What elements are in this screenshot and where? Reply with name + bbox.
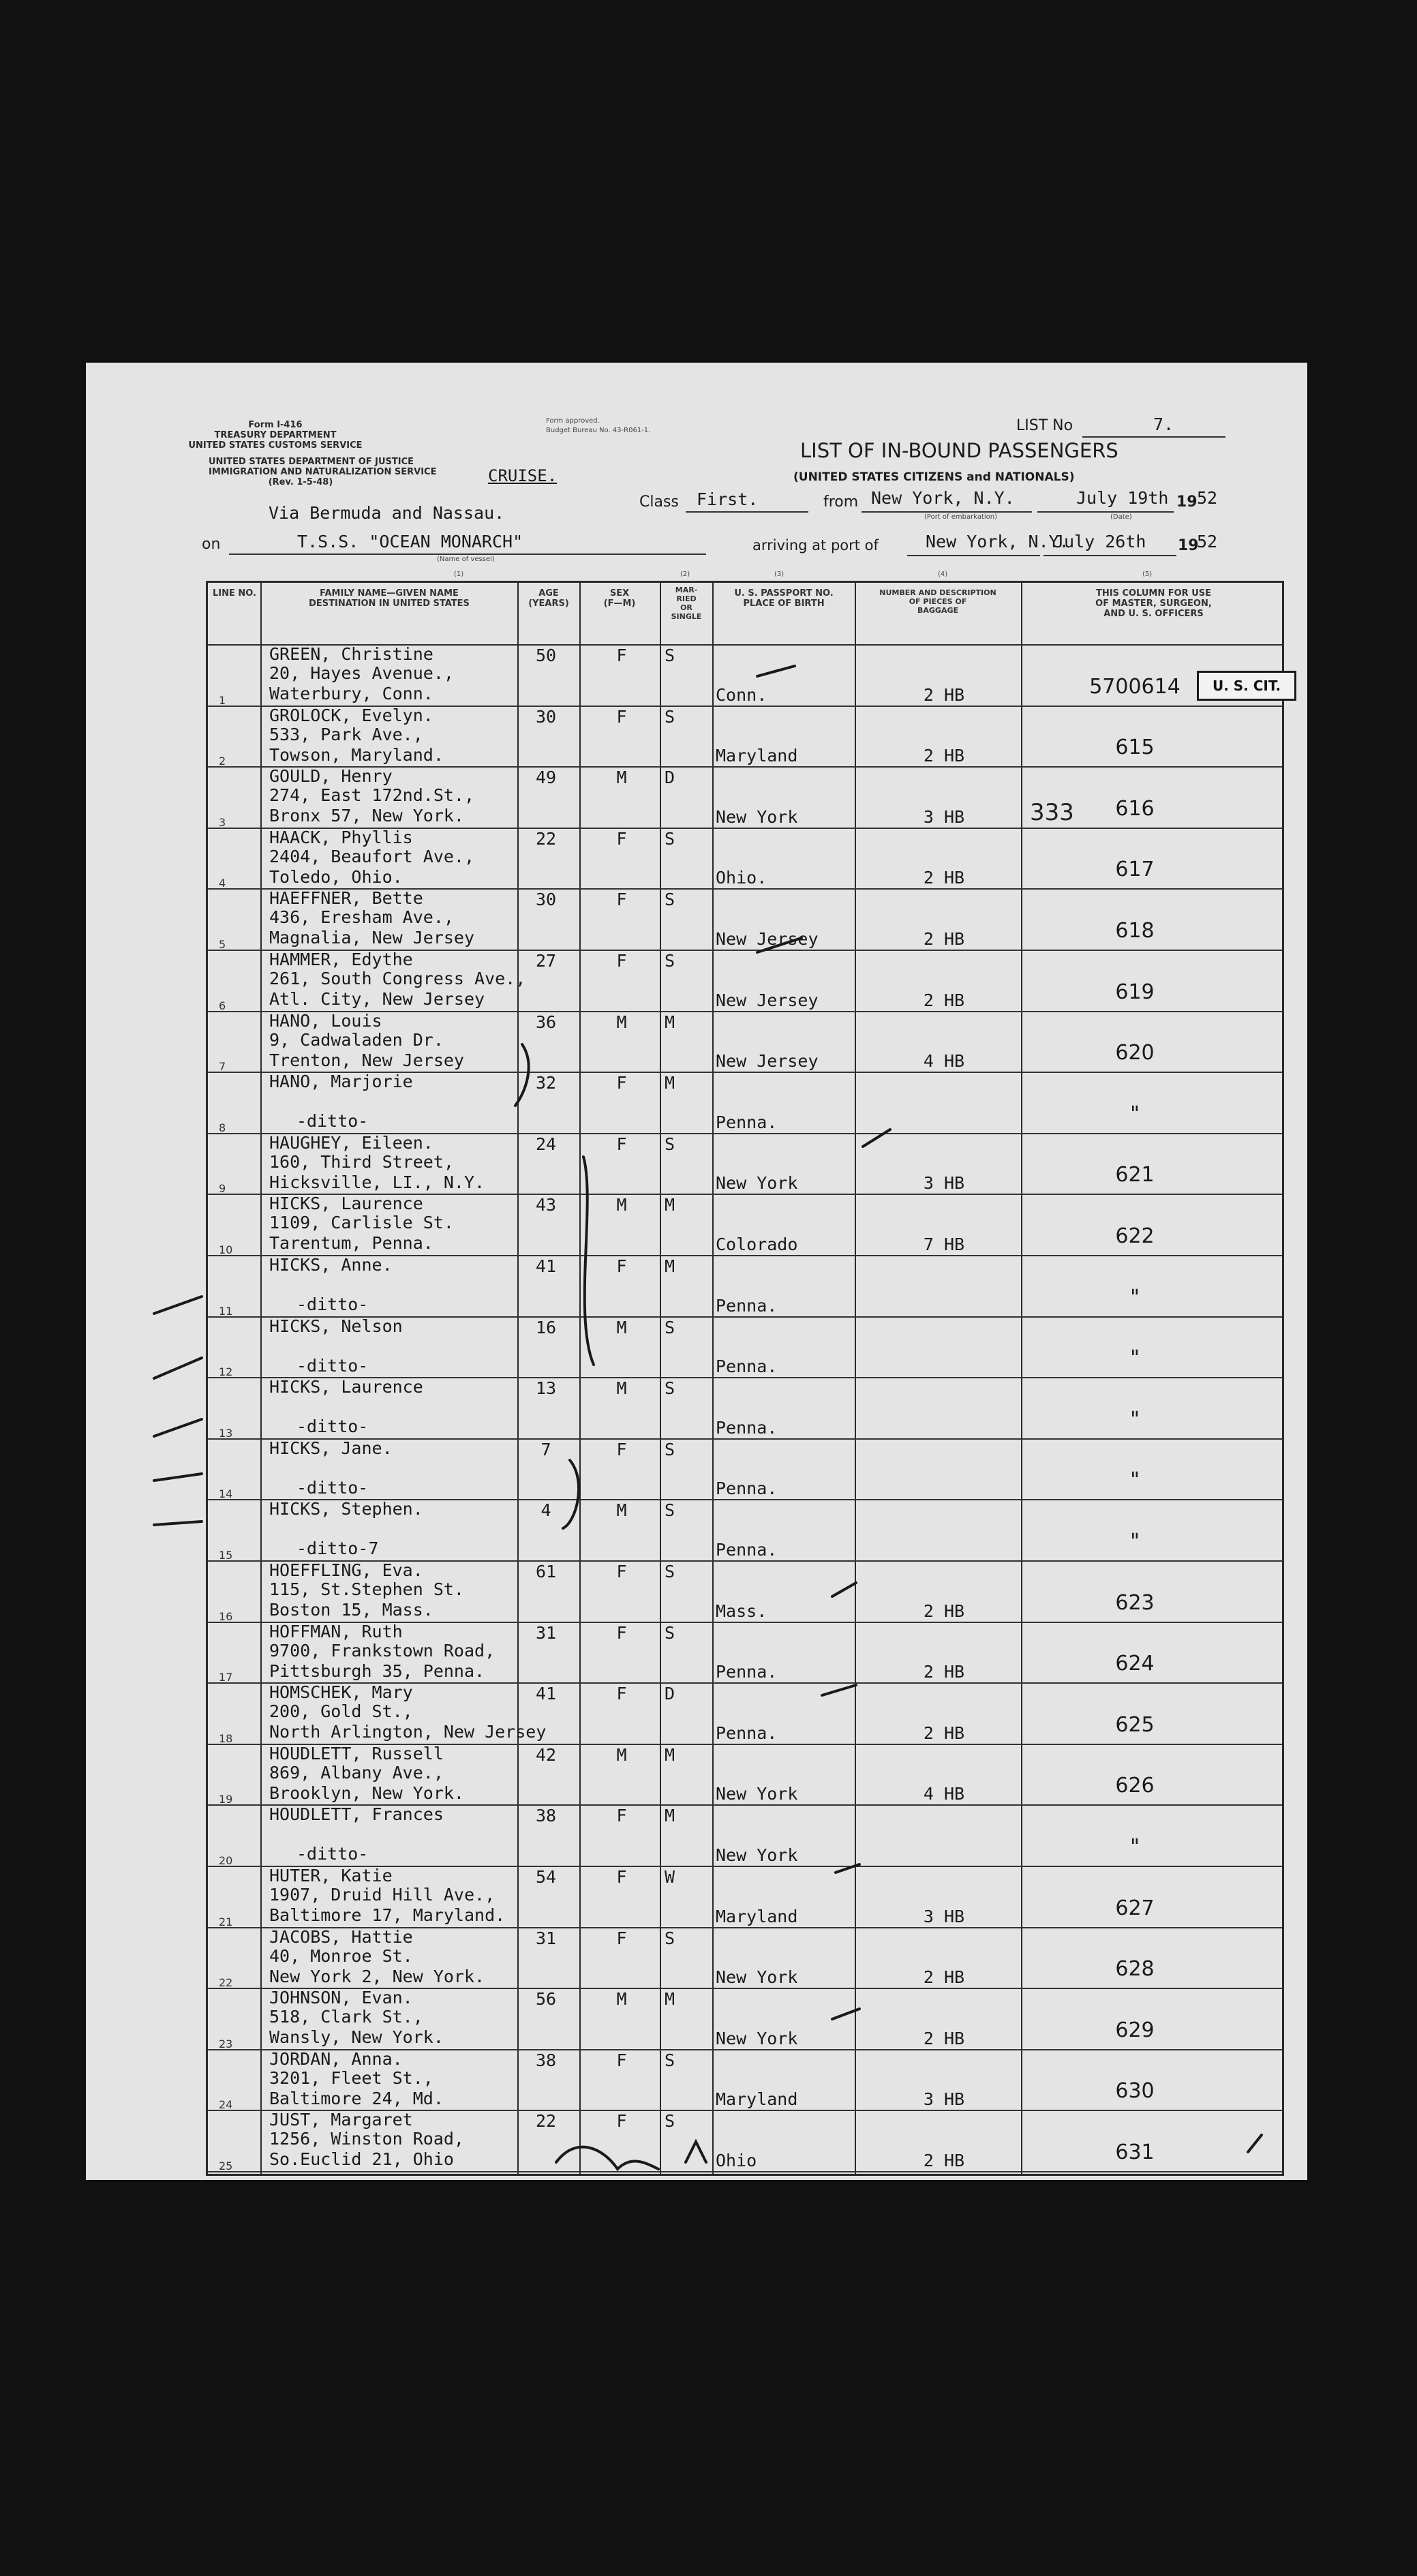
line-number: 19 <box>219 1793 233 1806</box>
passenger-name: HOEFFLING, Eva. <box>269 1560 423 1580</box>
address-line-1: 160, Third Street, <box>269 1151 454 1172</box>
address-line-1: 200, Gold St., <box>269 1701 413 1722</box>
passenger-sex: M <box>616 1989 627 2010</box>
passenger-name: GROLOCK, Evelyn. <box>269 705 433 725</box>
address-line-1: 20, Hayes Avenue., <box>269 663 454 683</box>
ins-name: IMMIGRATION AND NATURALIZATION SERVICE <box>209 467 437 477</box>
passenger-age: 36 <box>535 1012 557 1032</box>
passenger-age: 56 <box>535 1989 557 2010</box>
line-number: 13 <box>219 1426 233 1440</box>
port-of-embarkation: New York, N.Y. <box>871 488 1015 508</box>
marital-status: S <box>665 2111 675 2132</box>
passenger-age: 32 <box>535 1073 557 1093</box>
line-number: 3 <box>219 815 226 829</box>
passenger-sex: F <box>616 890 627 910</box>
passenger-age: 27 <box>535 951 557 971</box>
baggage: 3 HB <box>923 806 965 827</box>
marital-status: M <box>665 1256 675 1276</box>
address-line-2: -ditto- <box>296 1355 369 1376</box>
place-of-birth: Ohio. <box>716 868 767 888</box>
officer-number: " <box>1130 1529 1140 1554</box>
place-of-birth: New York <box>716 2028 798 2048</box>
address-line-1: 2404, Beaufort Ave., <box>269 846 475 866</box>
passenger-name: HOFFMAN, Ruth <box>269 1621 403 1641</box>
passenger-sex: M <box>616 1378 627 1399</box>
address-line-1: 9, Cadwaladen Dr. <box>269 1029 444 1050</box>
header-passport: U. S. PASSPORT NO. PLACE OF BIRTH <box>734 588 834 609</box>
address-line-1: 40, Monroe St. <box>269 1945 413 1966</box>
place-of-birth: Mass. <box>716 1601 767 1621</box>
address-line-2: Waterbury, Conn. <box>269 684 433 703</box>
passenger-name: HUTER, Katie <box>269 1866 393 1885</box>
officer-number: 617 <box>1115 858 1155 882</box>
marital-status: S <box>665 1317 675 1337</box>
passenger-name: HICKS, Laurence <box>269 1194 423 1214</box>
place-of-birth: Colorado <box>716 1234 798 1254</box>
baggage: 2 HB <box>923 868 965 888</box>
address-line-2: -ditto- <box>296 1111 369 1132</box>
passenger-sex: F <box>616 1439 627 1459</box>
place-of-birth: New Jersey <box>716 928 819 949</box>
baggage: 3 HB <box>923 2089 965 2110</box>
officer-number: " <box>1130 1285 1140 1309</box>
address-line-1: 1109, Carlisle St. <box>269 1213 454 1233</box>
passenger-age: 38 <box>535 1806 557 1826</box>
address-line-2: -ditto- <box>296 1416 369 1437</box>
address-line-1: 261, South Congress Ave., <box>269 969 526 988</box>
address-line-1: 869, Albany Ave., <box>269 1762 444 1783</box>
place-of-birth: Ohio <box>716 2150 757 2170</box>
address-line-1: 436, Eresham Ave., <box>269 907 454 928</box>
baggage: 2 HB <box>923 1723 965 1743</box>
marital-status: S <box>665 646 675 665</box>
line-number: 16 <box>219 1609 233 1623</box>
address-line-2: Toledo, Ohio. <box>269 866 403 887</box>
passenger-sex: M <box>616 1317 627 1337</box>
customs-service: UNITED STATES CUSTOMS SERVICE <box>188 440 363 451</box>
arriving-label: arriving at port of <box>752 537 879 554</box>
passenger-sex: F <box>616 1562 627 1581</box>
marital-status: S <box>665 828 675 849</box>
place-of-birth: New York <box>716 1967 798 1988</box>
line-number: 5 <box>219 937 226 951</box>
address-line-1: 274, East 172nd.St., <box>269 785 475 806</box>
passenger-age: 42 <box>535 1744 557 1765</box>
form-number: Form I-416 <box>248 420 303 430</box>
address-line-2: Hicksville, LI., N.Y. <box>269 1172 485 1192</box>
address-line-2: Baltimore 24, Md. <box>269 2088 444 2108</box>
passenger-age: 50 <box>535 646 557 665</box>
officer-number: 623 <box>1115 1590 1155 1615</box>
column-number-1: (1) <box>454 571 464 578</box>
passenger-sex: M <box>616 1195 627 1215</box>
passenger-sex: F <box>616 828 627 849</box>
line-number: 20 <box>219 1853 233 1867</box>
passenger-sex: F <box>616 2050 627 2070</box>
address-line-2: -ditto- <box>296 1294 369 1314</box>
baggage: 2 HB <box>923 2150 965 2170</box>
baggage: 2 HB <box>923 928 965 949</box>
address-line-2: Brooklyn, New York. <box>269 1783 464 1803</box>
marital-status: S <box>665 1928 675 1948</box>
officer-number: 620 <box>1115 1041 1155 1065</box>
marital-status: D <box>665 768 675 788</box>
us-citizen-stamp: U. S. CIT. <box>1197 671 1296 701</box>
marital-status: M <box>665 1012 675 1032</box>
officer-number: 5700614 <box>1089 674 1180 699</box>
marital-status: S <box>665 1562 675 1581</box>
passenger-age: 22 <box>535 828 557 849</box>
marital-status: S <box>665 1134 675 1154</box>
passenger-name: HICKS, Nelson <box>269 1316 403 1336</box>
line-number: 18 <box>219 1731 233 1745</box>
baggage: 2 HB <box>923 1662 965 1682</box>
passenger-age: 41 <box>535 1684 557 1704</box>
baggage: 7 HB <box>923 1234 965 1254</box>
officer-number: 622 <box>1115 1224 1155 1248</box>
arrival-year-prefix: 19 <box>1178 537 1199 554</box>
place-of-birth: New Jersey <box>716 990 819 1010</box>
officer-number: 624 <box>1115 1652 1155 1676</box>
line-number: 17 <box>219 1671 233 1684</box>
passenger-sex: F <box>616 2111 627 2132</box>
passenger-name: JUST, Margaret <box>269 2110 413 2130</box>
place-of-birth: Maryland <box>716 2089 798 2110</box>
baggage: 3 HB <box>923 1906 965 1926</box>
address-line-2: Trenton, New Jersey <box>269 1050 464 1070</box>
address-line-2: Atl. City, New Jersey <box>269 989 485 1009</box>
header-baggage: NUMBER AND DESCRIPTION OF PIECES OF BAGGAGE <box>879 588 996 615</box>
budget-bureau-note: Budget Bureau No. 43-R061-1. <box>546 427 651 434</box>
address-line-2: Pittsburgh 35, Penna. <box>269 1661 485 1681</box>
column-number-3: (3) <box>774 571 784 578</box>
marital-status: S <box>665 1622 675 1643</box>
passenger-age: 16 <box>535 1317 557 1337</box>
passenger-sex: M <box>616 1012 627 1032</box>
passenger-name: HAACK, Phyllis <box>269 827 413 847</box>
vessel-caption: (Name of vessel) <box>437 556 495 563</box>
baggage: 4 HB <box>923 1784 965 1804</box>
baggage: 2 HB <box>923 990 965 1010</box>
document-subtitle: (UNITED STATES CITIZENS and NATIONALS) <box>793 470 1075 484</box>
address-line-2: -ditto- <box>296 1477 369 1498</box>
class-value: First. <box>697 489 759 509</box>
header-name: FAMILY NAME—GIVEN NAME DESTINATION IN UNITED STATES <box>309 588 470 609</box>
passenger-age: 22 <box>535 2111 557 2132</box>
officer-number: 619 <box>1115 980 1155 1004</box>
baggage: 2 HB <box>923 2028 965 2048</box>
passenger-age: 13 <box>535 1378 557 1399</box>
column-number-4: (4) <box>938 571 948 578</box>
passenger-sex: F <box>616 1622 627 1643</box>
marital-status: M <box>665 1195 675 1215</box>
line-number: 23 <box>219 2037 233 2050</box>
passenger-name: HANO, Louis <box>269 1010 382 1031</box>
officer-number: 626 <box>1115 1774 1155 1798</box>
line-number: 8 <box>219 1121 226 1134</box>
officer-number: 616 <box>1115 796 1155 821</box>
column-number-5: (5) <box>1142 571 1153 578</box>
officer-number: 629 <box>1115 2018 1155 2042</box>
arrival-year: 52 <box>1197 532 1218 551</box>
address-line-2: Wansly, New York. <box>269 2027 444 2048</box>
marital-status: S <box>665 1500 675 1521</box>
arrival-date: July 26th <box>1054 532 1146 551</box>
marital-status: W <box>665 1867 675 1887</box>
header-officers: THIS COLUMN FOR USE OF MASTER, SURGEON, AND U. S. OFFICERS <box>1095 588 1212 619</box>
passenger-name: HAEFFNER, Bette <box>269 888 423 909</box>
officer-number: 627 <box>1115 1896 1155 1920</box>
passenger-sex: F <box>616 1073 627 1093</box>
place-of-birth: New York <box>716 1784 798 1804</box>
passenger-age: 61 <box>535 1562 557 1581</box>
handwritten-333: 333 <box>1030 799 1074 826</box>
baggage: 4 HB <box>923 1051 965 1072</box>
address-line-2: Boston 15, Mass. <box>269 1600 433 1620</box>
passenger-age: 41 <box>535 1256 557 1276</box>
officer-number: " <box>1130 1407 1140 1431</box>
address-line-1: 3201, Fleet St., <box>269 2067 433 2088</box>
address-line-2: New York 2, New York. <box>269 1966 485 1986</box>
baggage: 2 HB <box>923 1601 965 1621</box>
address-line-1: 1256, Winston Road, <box>269 2129 464 2149</box>
line-number: 11 <box>219 1304 233 1318</box>
place-of-birth: Penna. <box>716 1417 778 1438</box>
marital-status: S <box>665 2050 675 2070</box>
passenger-name: JOHNSON, Evan. <box>269 1988 413 2008</box>
place-of-birth: New York <box>716 806 798 827</box>
line-number: 9 <box>219 1182 226 1196</box>
passenger-sex: F <box>616 1867 627 1887</box>
address-line-2: Baltimore 17, Maryland. <box>269 1905 506 1925</box>
passenger-name: HANO, Marjorie <box>269 1072 413 1092</box>
passenger-sex: F <box>616 646 627 665</box>
address-line-1: 115, St.Stephen St. <box>269 1579 464 1599</box>
line-number: 21 <box>219 1915 233 1928</box>
officer-number: " <box>1130 1102 1140 1126</box>
line-number: 12 <box>219 1365 233 1379</box>
document-title: LIST OF IN-BOUND PASSENGERS <box>800 439 1118 462</box>
baggage: 2 HB <box>923 746 965 766</box>
form-revision: (Rev. 1-5-48) <box>268 477 333 487</box>
marital-status: M <box>665 1989 675 2010</box>
marital-status: M <box>665 1806 675 1826</box>
passenger-age: 24 <box>535 1134 557 1154</box>
passenger-age: 49 <box>535 768 557 788</box>
place-of-birth: New York <box>716 1845 798 1865</box>
pen-annotations <box>86 363 1307 2180</box>
place-of-birth: Maryland <box>716 746 798 766</box>
passenger-name: HICKS, Jane. <box>269 1438 393 1458</box>
officer-number: 615 <box>1115 736 1155 760</box>
passenger-sex: F <box>616 1806 627 1826</box>
marital-status: S <box>665 890 675 910</box>
passenger-name: GREEN, Christine <box>269 644 433 664</box>
passenger-name: HOMSCHEK, Mary <box>269 1682 413 1703</box>
passenger-name: GOULD, Henry <box>269 766 393 787</box>
passenger-sex: F <box>616 951 627 971</box>
address-line-2: North Arlington, New Jersey <box>269 1722 547 1742</box>
address-line-1: 533, Park Ave., <box>269 724 423 744</box>
passenger-manifest-page <box>86 363 1307 2180</box>
address-line-2: Magnalia, New Jersey <box>269 928 475 948</box>
line-number: 7 <box>219 1060 226 1074</box>
passenger-age: 31 <box>535 1928 557 1948</box>
place-of-birth: Maryland <box>716 1906 798 1926</box>
line-number: 6 <box>219 999 226 1012</box>
passenger-age: 54 <box>535 1867 557 1887</box>
baggage: 2 HB <box>923 1967 965 1988</box>
address-line-1: 9700, Frankstown Road, <box>269 1640 496 1661</box>
passenger-age: 38 <box>535 2050 557 2070</box>
officer-number: " <box>1130 1346 1140 1371</box>
marital-status: M <box>665 1744 675 1765</box>
address-line-2: Bronx 57, New York. <box>269 806 464 826</box>
passenger-age: 30 <box>535 890 557 910</box>
officer-number: 618 <box>1115 918 1155 943</box>
passenger-sex: M <box>616 1500 627 1521</box>
departure-year: 52 <box>1197 488 1218 508</box>
place-of-birth: Conn. <box>716 684 767 705</box>
line-number: 25 <box>219 2159 233 2172</box>
passenger-sex: F <box>616 1928 627 1948</box>
line-number: 15 <box>219 1548 233 1562</box>
place-of-birth: Penna. <box>716 1662 778 1682</box>
passenger-sex: M <box>616 768 627 788</box>
arrival-port: New York, N.Y. <box>926 532 1069 551</box>
marital-status: S <box>665 706 675 727</box>
department-name: TREASURY DEPARTMENT <box>214 430 337 440</box>
list-number: 7. <box>1153 414 1174 434</box>
header-sex: SEX (F—M) <box>603 588 636 609</box>
baggage: 2 HB <box>923 684 965 705</box>
from-label: from <box>823 494 859 511</box>
class-label: Class <box>639 494 679 511</box>
route-via: Via Bermuda and Nassau. <box>269 503 505 523</box>
line-number: 14 <box>219 1487 233 1501</box>
passenger-name: HOUDLETT, Frances <box>269 1804 444 1825</box>
line-number: 1 <box>219 693 226 707</box>
line-number: 4 <box>219 877 226 890</box>
column-number-2: (2) <box>680 571 690 578</box>
passenger-age: 31 <box>535 1622 557 1643</box>
place-of-birth: Penna. <box>716 1112 778 1132</box>
baggage: 3 HB <box>923 1173 965 1194</box>
passenger-age: 7 <box>540 1439 551 1459</box>
line-number: 24 <box>219 2098 233 2112</box>
passenger-sex: F <box>616 1134 627 1154</box>
marital-status: D <box>665 1684 675 1704</box>
passenger-sex: F <box>616 706 627 727</box>
place-of-birth: Penna. <box>716 1479 778 1499</box>
passenger-sex: F <box>616 1256 627 1276</box>
line-number: 10 <box>219 1243 233 1256</box>
address-line-2: Tarentum, Penna. <box>269 1233 433 1254</box>
passenger-name: HICKS, Anne. <box>269 1255 393 1275</box>
passenger-name: HAUGHEY, Eileen. <box>269 1132 433 1153</box>
vessel-name: T.S.S. "OCEAN MONARCH" <box>297 532 523 551</box>
header-married: MAR- RIED OR SINGLE <box>671 586 702 621</box>
passenger-sex: M <box>616 1744 627 1765</box>
header-age: AGE (YEARS) <box>528 588 569 609</box>
address-line-2: -ditto- <box>296 1844 369 1864</box>
cruise-label: CRUISE. <box>488 466 558 485</box>
port-caption: (Port of embarkation) <box>924 513 998 521</box>
passenger-age: 43 <box>535 1195 557 1215</box>
address-line-2: Towson, Maryland. <box>269 744 444 765</box>
passenger-name: HICKS, Laurence <box>269 1377 423 1397</box>
address-line-2: So.Euclid 21, Ohio <box>269 2149 454 2170</box>
passenger-age: 30 <box>535 706 557 727</box>
place-of-birth: New Jersey <box>716 1051 819 1072</box>
passenger-name: HAMMER, Edythe <box>269 950 413 969</box>
place-of-birth: Penna. <box>716 1357 778 1377</box>
passenger-name: JACOBS, Hattie <box>269 1926 413 1947</box>
officer-number: 628 <box>1115 1957 1155 1982</box>
place-of-birth: Penna. <box>716 1295 778 1316</box>
line-number: 2 <box>219 755 226 768</box>
header-line-no: LINE NO. <box>213 588 256 598</box>
address-line-2: -ditto-7 <box>296 1539 379 1559</box>
officer-number: 631 <box>1115 2140 1155 2164</box>
passenger-name: HICKS, Stephen. <box>269 1499 423 1519</box>
officer-number: 621 <box>1115 1163 1155 1187</box>
officer-number: 625 <box>1115 1712 1155 1737</box>
place-of-birth: Penna. <box>716 1539 778 1560</box>
address-line-1: 1907, Druid Hill Ave., <box>269 1885 496 1905</box>
passenger-age: 4 <box>540 1500 551 1521</box>
officer-number: 630 <box>1115 2079 1155 2104</box>
passenger-name: HOUDLETT, Russell <box>269 1743 444 1763</box>
passenger-name: JORDAN, Anna. <box>269 2048 403 2069</box>
list-number-label: LIST No <box>1016 417 1073 434</box>
place-of-birth: Penna. <box>716 1723 778 1743</box>
line-number: 22 <box>219 1976 233 1990</box>
marital-status: S <box>665 951 675 971</box>
marital-status: M <box>665 1073 675 1093</box>
marital-status: S <box>665 1378 675 1399</box>
on-label: on <box>202 536 221 553</box>
passenger-sex: F <box>616 1684 627 1704</box>
justice-department: UNITED STATES DEPARTMENT OF JUSTICE <box>209 457 414 467</box>
approval-note: Form approved. <box>546 417 600 425</box>
departure-date: July 19th <box>1076 488 1169 508</box>
officer-number: " <box>1130 1834 1140 1859</box>
officer-number: " <box>1130 1468 1140 1493</box>
departure-year-prefix: 19 <box>1176 494 1198 511</box>
place-of-birth: New York <box>716 1173 798 1194</box>
address-line-1: 518, Clark St., <box>269 2007 423 2027</box>
date-caption: (Date) <box>1110 513 1132 521</box>
marital-status: S <box>665 1439 675 1459</box>
